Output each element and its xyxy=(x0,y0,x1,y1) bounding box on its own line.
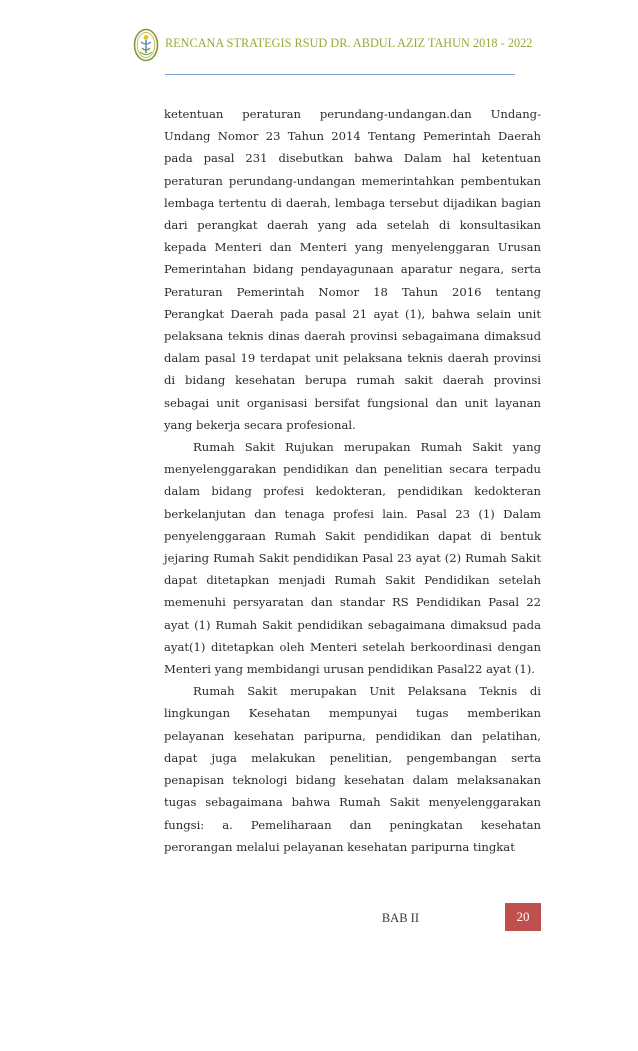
paragraph-1: ketentuan peraturan perundang-undangan.dan Undang-Undang Nomor 23 Tahun 2014 Tentang Pemerintah Daerah pada pasal 231 disebutkan bahwa Dalam hal ketentuan peraturan perundang-undangan memerintahkan pembentukan lembaga tertentu di daerah, lembaga tersebut dijadikan bagian dari perangkat daerah yang ada setelah di konsultasikan kepada Menteri dan Menteri yang menyelenggaran Urusan Pemerintahan bidang pendayagunaan aparatur negara, serta Peraturan Pemerintah Nomor 18 Tahun 2016 tentang Perangkat Daerah pada pasal 21 ayat (1), bahwa selain unit pelaksana teknis dinas daerah provinsi sebagaimana dimaksud dalam pasal 19 terdapat unit pelaksana teknis daerah provinsi di bidang kesehatan berupa rumah sakit daerah provinsi sebagai unit organisasi bersifat fungsional dan unit layanan yang bekerja secara profesional. xyxy=(164,107,541,432)
chapter-label: BAB II xyxy=(381,911,419,925)
paragraph-2: Rumah Sakit Rujukan merupakan Rumah Sakit yang menyelenggarakan pendidikan dan penelitian secara terpadu dalam bidang profesi kedokteran, pendidikan kedokteran berkelanjutan dan tenaga profesi lain. Pasal 23 (1) Dalam penyelenggaraan Rumah Sakit pendidikan dapat di bentuk jejaring Rumah Sakit pendidikan Pasal 23 ayat (2) Rumah Sakit dapat ditetapkan menjadi Rumah Sakit Pendidikan setelah memenuhi persyaratan dan standar RS Pendidikan Pasal 22 ayat (1) Rumah Sakit pendidikan sebagaimana dimaksud pada ayat(1) ditetapkan oleh Menteri setelah berkoordinasi dengan Menteri yang membidangi urusan pendidikan Pasal22 ayat (1). xyxy=(164,440,541,677)
page-number-badge: 20 xyxy=(505,903,541,931)
hospital-emblem-icon xyxy=(133,28,159,62)
header-divider xyxy=(165,74,515,75)
page-header xyxy=(133,28,533,76)
document-body xyxy=(164,103,541,858)
document-header-title: RENCANA STRATEGIS RSUD DR. ABDUL AZIZ TAHUN 2018 - 2022 xyxy=(165,36,533,50)
paragraph-3: Rumah Sakit merupakan Unit Pelaksana Teknis di lingkungan Kesehatan mempunyai tugas memberikan pelayanan kesehatan paripurna, pendidikan dan pelatihan, dapat juga melakukan penelitian, pengembangan serta penapisan teknologi bidang kesehatan dalam melaksanakan tugas sebagaimana bahwa Rumah Sakit menyelenggarakan fungsi: a. Pemeliharaan dan peningkatan kesehatan perorangan melalui pelayanan kesehatan paripurna tingkat xyxy=(164,684,541,854)
